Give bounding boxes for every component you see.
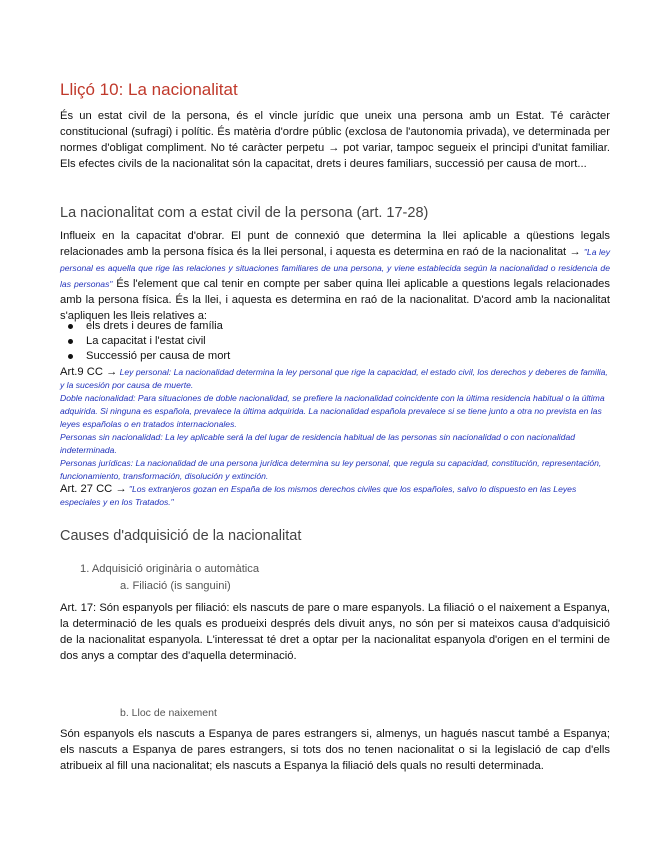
- personas-juridicas: Personas jurídicas: La nacionalidad de una persona jurídica determina su ley personal, que regula su capacidad, constitución, representación, funcionamiento, transformación, disolución y extinción.: [60, 458, 602, 481]
- page-title: Lliçó 10: La nacionalitat: [60, 80, 238, 99]
- art9-ref: Art.9 CC →: [60, 366, 118, 378]
- doble-nacionalidad: Doble nacionalidad: Para situaciones de doble nacionalidad, se prefiere la nacionalidad coincidente con la última residencia habitual o la última adquirida. Si ninguna es española, prevalece la última adquirida. La nacionalidad española prevalece si se tiene junto a otra no prevista en las leyes españolas o en tratados internacionales.: [60, 393, 605, 429]
- bullet-icon: [68, 339, 73, 344]
- section-heading-estat-civil: La nacionalitat com a estat civil de la persona (art. 17-28): [60, 205, 429, 221]
- list-item: els drets i deures de família: [60, 319, 610, 334]
- list-item: Successió per causa de mort: [60, 349, 610, 364]
- section-heading-causes: Causes d'adquisició de la nacionalitat: [60, 528, 302, 544]
- bullet-icon: [68, 354, 73, 359]
- legal-articles-block: [60, 366, 610, 509]
- lloc-naixement-paragraph: Són espanyols els nascuts a Espanya de pares estrangers si, almenys, un hagués nascut també a Espanya; els nascuts a Espanya de pares estrangers, si tots dos no tenen nacionalitat o si la legislació de cap d'ells atribueix al fill una nacionalitat; els nascuts a Espanya la filiació dels quals no resulti determinada.: [60, 728, 610, 772]
- art27-ref: Art. 27 CC →: [60, 483, 127, 495]
- bullet-icon: [68, 324, 73, 329]
- sin-nacionalidad: Personas sin nacionalidad: La ley aplicable será la del lugar de residencia habitual de las personas sin nacionalidad o con nacionalidad indeterminada.: [60, 432, 576, 455]
- art17-paragraph: Art. 17: Són espanyols per filiació: els nascuts de pare o mare espanyols. La filiació o el naixement a Espanya, la determinació de les quals es produeixi després dels divuit anys, no són per si mateixos causa d'adquisició de la nacionalitat espanyola. L'interessat té dret a optar per la nacionalitat espanyola d'origen en el termini de dos anys a comptar des d'aquella determinació.: [60, 602, 610, 662]
- section1-paragraph: [60, 228, 610, 324]
- art9-text: Ley personal: La nacionalidad determina la ley personal que rige la capacidad, el estado civil, los derechos y deberes de familia, y la sucesión por causa de muerte.: [60, 367, 608, 390]
- list-item-filiacio: a. Filiació (is sanguini): [120, 580, 231, 592]
- intro-paragraph: És un estat civil de la persona, és el vincle jurídic que uneix una persona amb un Estat. Té caràcter constitucional (sufragi) i polític. És matèria d'ordre públic (exclosa de l'autonomia privada), ve determinada per normes d'obligat compliment. No té caràcter perpetu → pot variar, tampoc segueix el principi d'unitat familiar. Els efectes civils de la nacionalitat són la capacitat, drets i deures familiars, successió per causa de mort...: [60, 110, 610, 170]
- list-item-lloc-naixement: b. Lloc de naixement: [120, 707, 217, 719]
- art27-text: "Los extranjeros gozan en España de los mismos derechos civiles que los españoles, salvo lo dispuesto en las Leyes especiales y en los Tratados.": [60, 484, 577, 507]
- list-item-adquisicio: 1. Adquisició originària o automàtica: [80, 563, 260, 575]
- list-item: La capacitat i l'estat civil: [60, 334, 610, 349]
- para-end: És l'element que cal tenir en compte per saber quina llei aplicable a questions legals relacionades amb la persona física. És la llei, i aquesta es determina en raó de la nacionalitat. D'acord amb la nacionalitat s'apliquen les lleis relatives a:: [60, 278, 610, 322]
- art9-line: [60, 366, 610, 392]
- art27-line: [60, 483, 610, 509]
- ley-personal-quote: "La ley personal es aquella que rige las relaciones y situaciones familiares de una persona, y viene establecida según la nacionalidad o residencia de las personas": [60, 247, 611, 289]
- bullet-list: [60, 319, 610, 364]
- para-start: Influeix en la capacitat d'obrar. El punt de connexió que determina la llei aplicable a qüestions legals relacionades amb la persona física és la llei personal, i aquesta es determina en raó de la nacionalitat →: [60, 230, 610, 258]
